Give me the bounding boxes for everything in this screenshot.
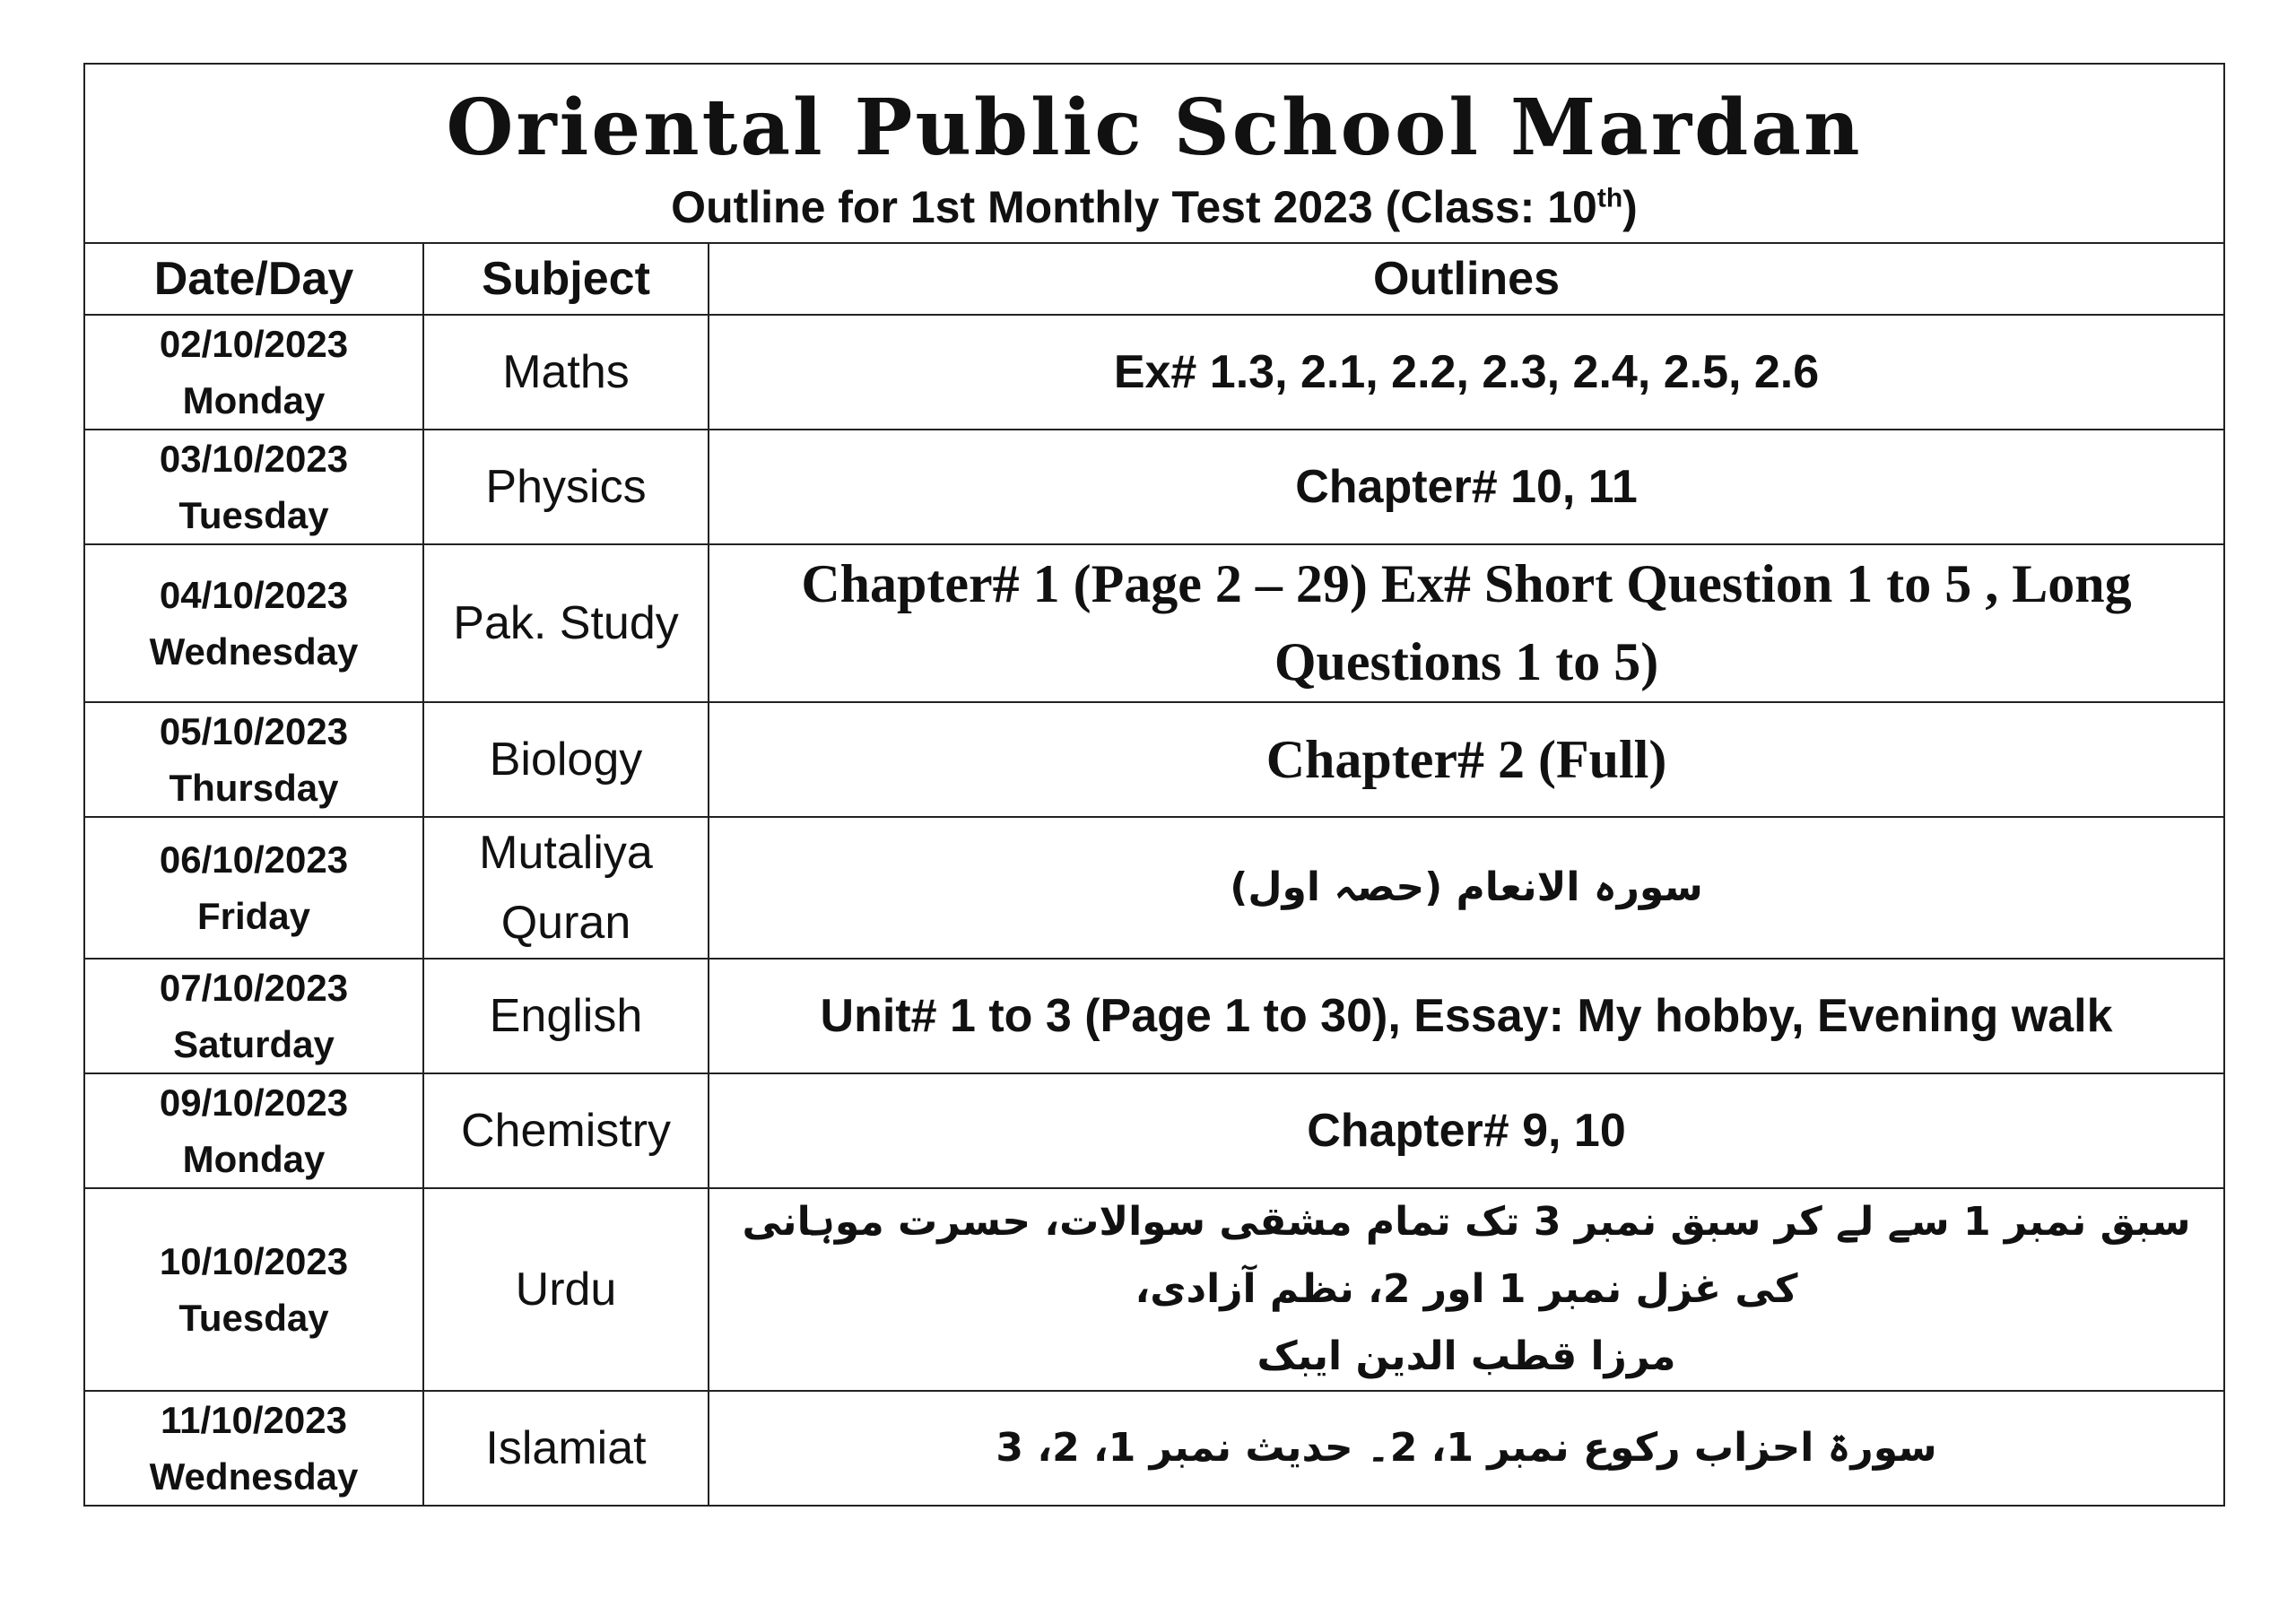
date: 11/10/2023	[161, 1399, 347, 1442]
outline-cell	[709, 1188, 2224, 1391]
outline-line-2: مرزا قطب الدین ایبک	[1257, 1333, 1676, 1379]
date: 04/10/2023	[159, 574, 349, 616]
day: Wednesday	[149, 1455, 359, 1498]
outline-cell: Chapter# 2 (Full)	[709, 702, 2224, 817]
subject-cell: Physics	[423, 430, 709, 544]
date: 02/10/2023	[159, 323, 349, 365]
date-day-cell	[84, 817, 423, 959]
table-row	[84, 702, 2224, 817]
table-row	[84, 959, 2224, 1073]
outline-cell	[709, 544, 2224, 702]
outline-cell: Chapter# 10, 11	[709, 430, 2224, 544]
day: Monday	[182, 1138, 326, 1180]
outline-cell: سورہ الانعام (حصہ اول)	[709, 817, 2224, 959]
table-row	[84, 315, 2224, 430]
subtitle-superscript: th	[1596, 182, 1623, 213]
outline-cell: Unit# 1 to 3 (Page 1 to 30), Essay: My hobby, Evening walk	[709, 959, 2224, 1073]
column-header-date-day: Date/Day	[84, 243, 423, 315]
date-day-cell	[84, 1391, 423, 1506]
date: 10/10/2023	[159, 1240, 349, 1283]
test-subtitle	[96, 183, 2213, 232]
column-header-outlines: Outlines	[709, 243, 2224, 315]
outline-table	[83, 63, 2225, 1507]
day: Thursday	[169, 767, 339, 809]
column-header-subject: Subject	[423, 243, 709, 315]
day: Tuesday	[178, 1297, 329, 1340]
subject-cell: Biology	[423, 702, 709, 817]
subject-cell: Maths	[423, 315, 709, 430]
table-row	[84, 430, 2224, 544]
day: Monday	[182, 379, 326, 421]
date-day-cell	[84, 544, 423, 702]
date: 06/10/2023	[159, 838, 349, 881]
date-day-cell	[84, 315, 423, 430]
date-day-cell	[84, 430, 423, 544]
date: 03/10/2023	[159, 438, 349, 480]
date-day-cell	[84, 959, 423, 1073]
table-row	[84, 817, 2224, 959]
subject-cell: Chemistry	[423, 1073, 709, 1188]
day: Friday	[196, 895, 311, 937]
outline-line-1: Chapter# 1 (Page 2 – 29) Ex# Short Question 1 to 5 , Long	[801, 554, 2132, 613]
day: Wednesday	[149, 630, 359, 673]
date: 07/10/2023	[159, 967, 349, 1009]
school-name: Oriental Public School Mardan	[446, 82, 1863, 173]
title-block	[84, 64, 2224, 243]
date: 05/10/2023	[159, 710, 349, 752]
subject-cell: Islamiat	[423, 1391, 709, 1506]
subject-cell: Pak. Study	[423, 544, 709, 702]
day: Saturday	[173, 1023, 335, 1065]
outline-cell: سورۃ احزاب رکوع نمبر 1، 2۔ حدیث نمبر 1، 2، 3	[709, 1391, 2224, 1506]
table-row	[84, 1188, 2224, 1391]
table-row	[84, 1073, 2224, 1188]
subject-cell	[423, 817, 709, 959]
table-row	[84, 1391, 2224, 1506]
date-day-cell	[84, 702, 423, 817]
date: 09/10/2023	[159, 1081, 349, 1124]
date-day-cell	[84, 1188, 423, 1391]
outline-cell: Chapter# 9, 10	[709, 1073, 2224, 1188]
subject-line-2: Quran	[500, 897, 631, 949]
table-row	[84, 544, 2224, 702]
subtitle-end: )	[1622, 181, 1638, 232]
outline-line-1: سبق نمبر 1 سے لے کر سبق نمبر 3 تک تمام مشقی سوالات، حسرت موہانی کی غزل نمبر 1 اور 2، نظم آزادی،	[742, 1199, 2191, 1312]
subject-line-1: Mutaliya	[479, 827, 653, 879]
header-row	[84, 243, 2224, 315]
subtitle-main: Outline for 1st Monthly Test 2023 (Class: 10	[671, 181, 1597, 232]
day: Tuesday	[178, 494, 329, 536]
subject-cell: English	[423, 959, 709, 1073]
date-day-cell	[84, 1073, 423, 1188]
subject-cell: Urdu	[423, 1188, 709, 1391]
outline-line-2: Questions 1 to 5)	[1274, 632, 1659, 691]
outline-cell: Ex# 1.3, 2.1, 2.2, 2.3, 2.4, 2.5, 2.6	[709, 315, 2224, 430]
